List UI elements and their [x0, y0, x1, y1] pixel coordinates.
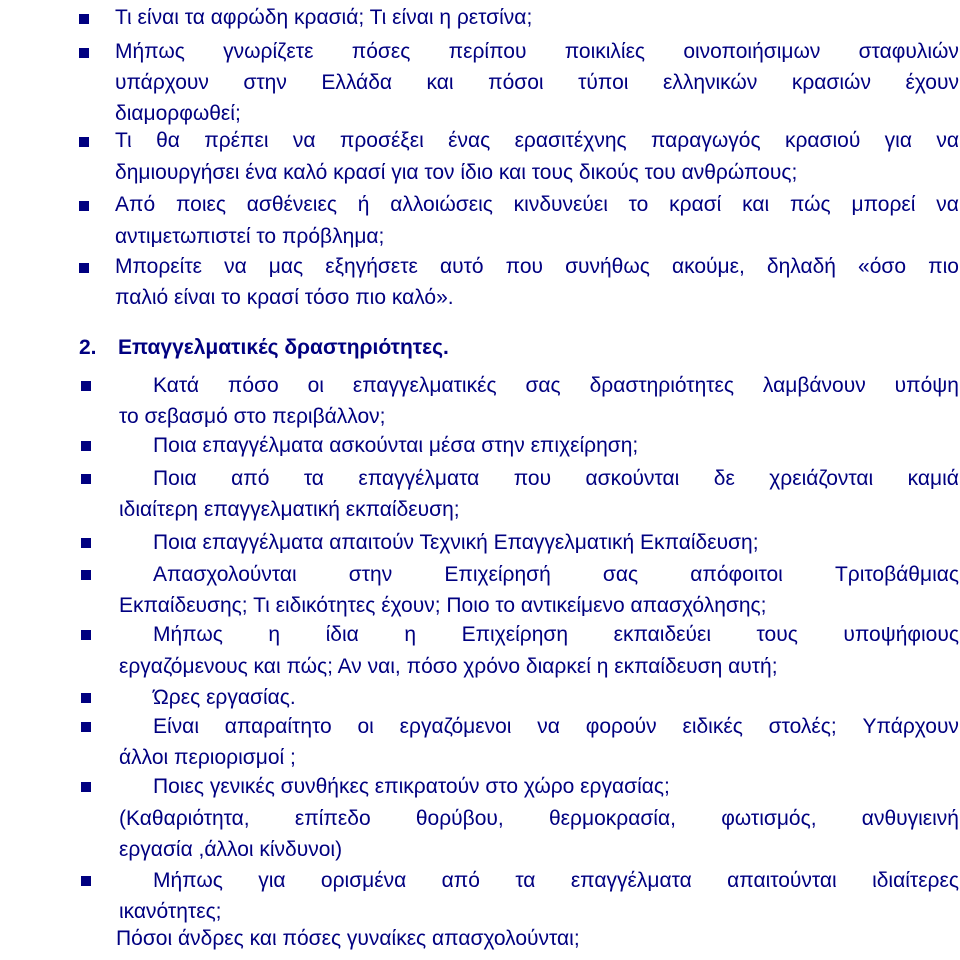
word: θορύβου, — [415, 807, 504, 830]
word: κρασιού — [784, 129, 861, 152]
list-item-line — [153, 867, 959, 895]
word: χρειάζονται — [769, 467, 874, 490]
word: Τριτοβάθμιας — [834, 563, 959, 586]
word: πρέπει — [204, 129, 269, 152]
bullet-square-icon — [81, 474, 91, 484]
word: υποψήφιους — [843, 623, 959, 646]
section-title: Επαγγελματικές δραστηριότητες. — [118, 336, 449, 359]
word: παραγωγός — [650, 129, 761, 152]
list-item-line: παλιό είναι το κρασί τόσο πιο καλό». — [115, 286, 454, 309]
bullet-square-icon — [81, 381, 91, 391]
word: λαμβάνουν — [762, 374, 866, 397]
word: Είναι — [153, 715, 199, 738]
word: Ελλάδα — [321, 71, 393, 94]
word: ασθένειες — [246, 193, 337, 216]
list-item-line — [153, 465, 959, 493]
word: εκπαιδεύει — [613, 623, 712, 646]
word: για — [258, 869, 286, 892]
list-item-line — [119, 805, 959, 833]
word: αλλοιώσεις — [390, 193, 493, 216]
bullet-square-icon — [81, 538, 91, 548]
word: τύποι — [578, 71, 629, 94]
word: αυτό — [439, 255, 484, 278]
list-item-line: Ποια επαγγέλματα απαιτούν Τεχνική Επαγγελματική Εκπαίδευση; — [153, 531, 759, 554]
word: το — [628, 193, 649, 216]
word: να — [224, 255, 247, 278]
word: κινδυνεύει — [513, 193, 608, 216]
bullet-square-icon — [81, 876, 91, 886]
word: εξηγήσετε — [325, 255, 418, 278]
list-item-line: Ώρες εργασίας. — [153, 686, 296, 709]
list-item-line: άλλοι περιορισμοί ; — [119, 746, 296, 769]
bullet-square-icon — [79, 137, 89, 147]
word: επαγγέλματα — [570, 869, 692, 892]
bullet-square-icon — [81, 693, 91, 703]
word: απαιτούνται — [727, 869, 837, 892]
bullet-square-icon — [81, 570, 91, 580]
word: στολές; — [768, 715, 837, 738]
word: ποικιλίες — [564, 40, 646, 63]
list-item-line — [115, 127, 959, 155]
list-item-line: εργαζόμενους και πώς; Αν ναι, πόσο χρόνο διαρκεί η εκπαίδευση αυτή; — [119, 655, 778, 678]
word: ή — [357, 193, 370, 216]
list-item-line: διαμορφωθεί; — [115, 102, 241, 125]
word: ερασιτέχνης — [514, 129, 627, 152]
word: και — [426, 71, 454, 94]
word: απόφοιτοι — [690, 563, 783, 586]
word: στην — [348, 563, 393, 586]
list-item-line: ικανότητες; — [119, 900, 222, 923]
word: πιο — [928, 255, 959, 278]
word: πόσοι — [488, 71, 544, 94]
word: που — [505, 255, 543, 278]
bullet-square-icon — [81, 782, 91, 792]
word: από — [231, 467, 270, 490]
word: τους — [756, 623, 798, 646]
word: ιδιαίτερες — [872, 869, 959, 892]
word: οι — [307, 374, 324, 397]
word: οι — [357, 715, 374, 738]
word: Μήπως — [153, 869, 223, 892]
word: δηλαδή — [766, 255, 836, 278]
word: (Καθαριότητα, — [119, 807, 250, 830]
word: να — [292, 129, 316, 152]
word: «όσο — [858, 255, 907, 278]
word: περίπου — [448, 40, 527, 63]
word: ανθυγιεινή — [861, 807, 959, 830]
word: υπάρχουν — [115, 71, 209, 94]
word: η — [268, 623, 281, 646]
word: Μήπως — [153, 623, 223, 646]
list-item-line: Τι είναι τα αφρώδη κρασιά; Τι είναι η ρετσίνα; — [115, 6, 533, 29]
list-item-line: Ποια επαγγέλματα ασκούνται μέσα στην επιχείρηση; — [153, 434, 639, 457]
word: κρασιών — [791, 71, 871, 94]
list-item-line — [115, 69, 959, 97]
list-item-line — [115, 38, 959, 66]
list-item-line: εργασία ,άλλοι κίνδυνοι) — [119, 838, 343, 861]
word: φορούν — [585, 715, 657, 738]
word: απαραίτητο — [224, 715, 332, 738]
section-heading — [79, 336, 449, 360]
word: επαγγελματικές — [352, 374, 497, 397]
word: Υπάρχουν — [862, 715, 959, 738]
word: από — [441, 869, 480, 892]
word: για — [884, 129, 912, 152]
word: κρασί — [669, 193, 722, 216]
bullet-square-icon — [81, 722, 91, 732]
word: επίπεδο — [294, 807, 371, 830]
word: έχουν — [905, 71, 959, 94]
word: επαγγέλματα — [358, 467, 480, 490]
word: σας — [525, 374, 561, 397]
list-item-line: Εκπαίδευσης; Τι ειδικότητες έχουν; Ποιο το αντικείμενο απασχόλησης; — [119, 594, 767, 617]
word: φωτισμός, — [721, 807, 817, 830]
list-item-line: αντιμετωπιστεί το πρόβλημα; — [115, 225, 385, 248]
list-item-line — [153, 372, 959, 400]
word: σταφυλιών — [858, 40, 959, 63]
word: ίδια — [325, 623, 359, 646]
word: σας — [602, 563, 639, 586]
word: τα — [303, 467, 324, 490]
list-item-line: ιδιαίτερη επαγγελματική εκπαίδευση; — [119, 498, 460, 521]
word: δραστηριότητες — [589, 374, 735, 397]
word: πόσο — [227, 374, 279, 397]
list-item-line — [115, 191, 959, 219]
word: προσέξει — [339, 129, 424, 152]
list-item-line: Πόσοι άνδρες και πόσες γυναίκες απασχολούνται; — [116, 927, 580, 950]
word: ασκούνται — [585, 467, 680, 490]
bullet-square-icon — [79, 14, 89, 24]
word: Επιχείρησή — [444, 563, 551, 586]
word: που — [513, 467, 552, 490]
word: Μπορείτε — [115, 255, 202, 278]
list-item-line: το σεβασμό στο περιβάλλον; — [119, 405, 386, 428]
word: μπορεί — [851, 193, 916, 216]
word: να — [537, 715, 560, 738]
word: να — [936, 129, 959, 152]
word: συνήθως — [565, 255, 650, 278]
bullet-square-icon — [79, 263, 89, 273]
list-item-line — [115, 253, 959, 281]
word: Τι — [115, 129, 132, 152]
word: ακούμε, — [671, 255, 745, 278]
word: πόσες — [351, 40, 411, 63]
word: ποιες — [175, 193, 226, 216]
word: υπόψη — [894, 374, 959, 397]
word: Επιχείρηση — [461, 623, 569, 646]
word: γνωρίζετε — [223, 40, 314, 63]
word: στην — [243, 71, 287, 94]
word: μας — [268, 255, 304, 278]
word: δε — [713, 467, 735, 490]
word: Ποια — [153, 467, 197, 490]
word: τα — [515, 869, 536, 892]
word: η — [404, 623, 417, 646]
bullet-square-icon — [81, 441, 91, 451]
word: Απασχολούνται — [153, 563, 297, 586]
word: και — [742, 193, 770, 216]
word: ειδικές — [682, 715, 743, 738]
list-item-line — [153, 561, 959, 589]
bullet-square-icon — [79, 201, 89, 211]
word: θερμοκρασία, — [548, 807, 676, 830]
list-item-line — [153, 621, 959, 649]
word: ένας — [448, 129, 491, 152]
word: πώς — [789, 193, 831, 216]
word: Κατά — [153, 374, 200, 397]
bullet-square-icon — [81, 630, 91, 640]
list-item-line: Ποιες γενικές συνθήκες επικρατούν στο χώρο εργασίας; — [153, 775, 670, 798]
list-item-line — [153, 713, 959, 741]
word: ορισμένα — [320, 869, 407, 892]
list-item-line: δημιουργήσει ένα καλό κρασί για τον ίδιο και τους δικούς του ανθρώπους; — [115, 161, 798, 184]
word: καμιά — [907, 467, 959, 490]
word: Από — [115, 193, 156, 216]
word: θα — [156, 129, 180, 152]
word: εργαζόμενοι — [399, 715, 512, 738]
word: οινοποιήσιμων — [683, 40, 821, 63]
section-number: 2. — [79, 336, 97, 359]
word: να — [936, 193, 959, 216]
bullet-square-icon — [79, 48, 89, 58]
word: ελληνικών — [662, 71, 758, 94]
word: Μήπως — [115, 40, 185, 63]
